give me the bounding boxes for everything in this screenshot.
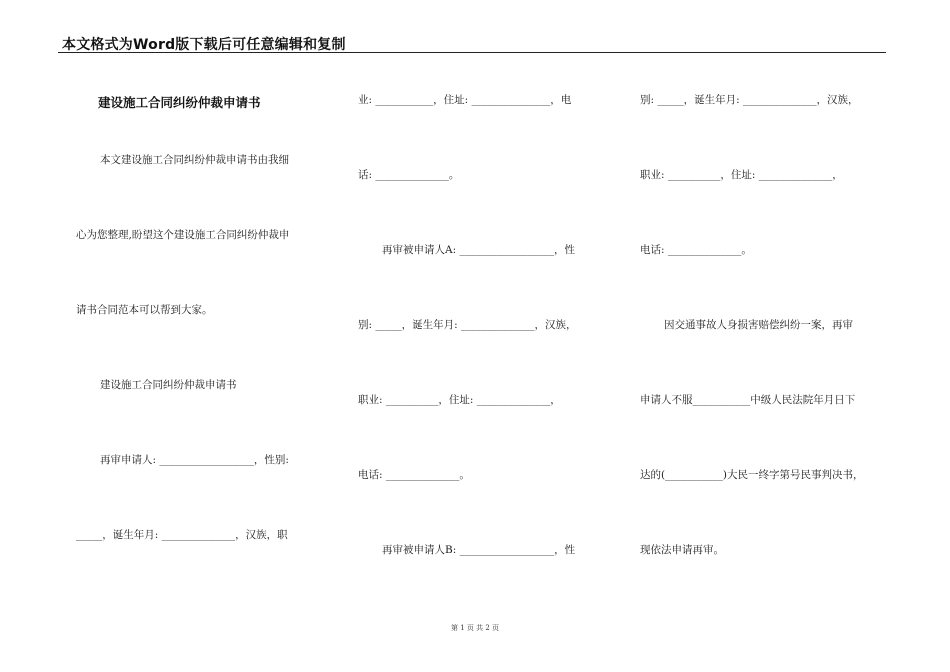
paragraph-line: 别: _____，诞生年月: ______________，汉族， [640, 94, 859, 106]
paragraph-line: 别: _____，诞生年月: ______________，汉族， [358, 319, 577, 331]
paragraph-line: 现依法申请再审。 [640, 544, 724, 556]
paragraph-line: 再审申请人: __________________，性别: [100, 454, 289, 466]
paragraph-line: 电话: ______________。 [640, 244, 752, 256]
paragraph-line: 申请人不服___________中级人民法院年月日下 [640, 394, 856, 406]
document-title: 建设施工合同纠纷仲裁申请书 [98, 95, 261, 110]
paragraph-line: 请书合同范本可以帮到大家。 [76, 304, 213, 316]
page-number: 第 1 页 共 2 页 [450, 624, 500, 632]
paragraph-line: 职业: __________，住址: ______________， [640, 169, 843, 181]
header-divider [58, 52, 886, 53]
paragraph-line: 电话: ______________。 [358, 469, 470, 481]
section-heading: 建设施工合同纠纷仲裁申请书 [100, 379, 237, 391]
paragraph-line: 心为您整理,盼望这个建设施工合同纠纷仲裁申 [76, 229, 290, 241]
paragraph-line: _____，诞生年月: ______________，汉族，职 [76, 529, 288, 541]
paragraph-line: 再审被申请人B: __________________，性 [382, 544, 576, 556]
paragraph-line: 因交通事故人身损害赔偿纠纷一案，再审 [664, 319, 853, 331]
paragraph-line: 业: ___________，住址: _______________，电 [358, 94, 572, 106]
paragraph-line: 达的(___________)大民一终字第号民事判决书， [640, 469, 864, 481]
paragraph-line: 再审被申请人A: __________________，性 [382, 244, 575, 256]
paragraph-line: 职业: __________，住址: ______________， [358, 394, 561, 406]
paragraph-line: 本文建设施工合同纠纷仲裁申请书由我细 [100, 154, 289, 166]
download-notice-header: 本文格式为Word版下载后可任意编辑和复制 [62, 37, 346, 53]
paragraph-line: 话: ______________。 [358, 169, 460, 181]
